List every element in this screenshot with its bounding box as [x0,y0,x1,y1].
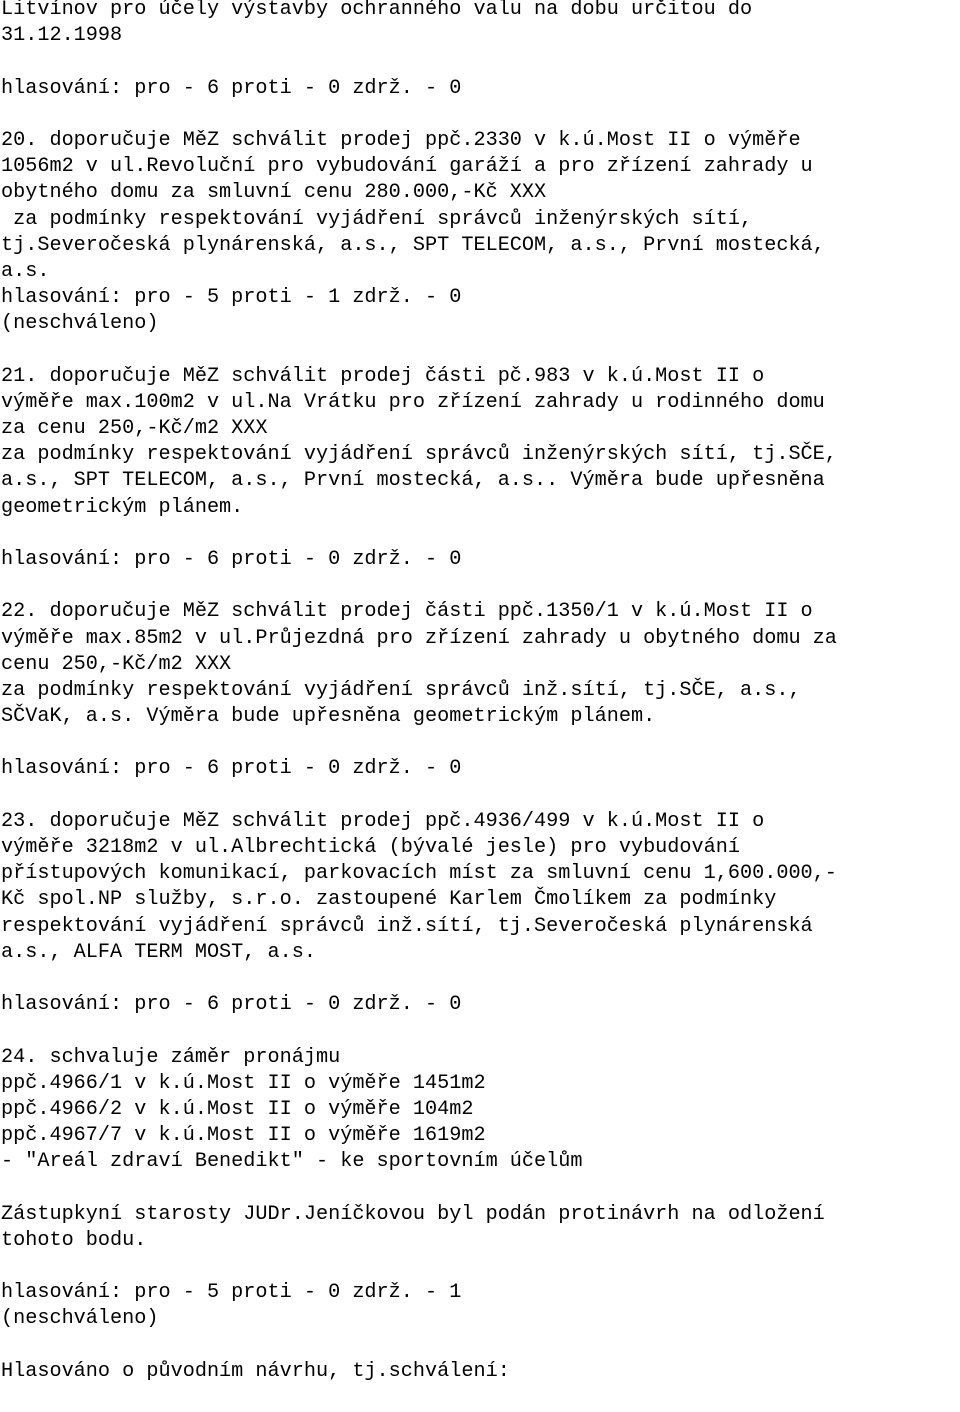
blank-line [1,521,959,547]
blank-line [1,1333,959,1359]
text-line: Litvínov pro účely výstavby ochranného valu na dobu určitou do [1,0,753,21]
text-line: výměře 3218m2 v ul.Albrechtická (bývalé jesle) pro vybudování [1,836,740,859]
text-line: hlasování: pro - 6 proti - 0 zdrž. - 0 [1,547,462,571]
document-page [1,0,959,1385]
text-line: - "Areál zdraví Benedikt" - ke sportovním účelům [1,1150,583,1174]
blank-line [1,966,959,992]
text-line: ppč.4967/7 v k.ú.Most II o výměře 1619m2 [1,1124,486,1148]
text-line: tj.Severočeská plynárenská, a.s., SPT TELECOM, a.s., První mostecká, [1,233,825,257]
text-line: obytného domu za smluvní cenu 280.000,-Kč XXX [1,181,547,205]
blank-line [1,730,959,756]
text-line: přístupových komunikací, parkovacích míst za smluvní cenu 1,600.000,- [1,862,837,886]
text-line: za podmínky respektování vyjádření správců inž.sítí, tj.SČE, a.s., [1,678,801,702]
text-line: cenu 250,-Kč/m2 XXX [1,652,232,676]
text-line: respektování vyjádření správců inž.sítí, tj.Severočeská plynárenská [1,914,813,938]
text-line: 20. doporučuje MěZ schválit prodej ppč.2330 v k.ú.Most II o výměře [1,128,801,152]
blank-line [1,783,959,809]
blank-line [1,1175,959,1201]
text-line: hlasování: pro - 6 proti - 0 zdrž. - 0 [1,993,462,1017]
text-line: 31.12.1998 [1,24,123,48]
text-line: (neschváleno) [1,312,159,336]
blank-line [1,337,959,363]
text-line: a.s., ALFA TERM MOST, a.s. [1,940,316,964]
text-line: 21. doporučuje MěZ schválit prodej části pč.983 v k.ú.Most II o [1,364,765,388]
text-line: hlasování: pro - 6 proti - 0 zdrž. - 0 [1,76,462,100]
text-line: výměře max.85m2 v ul.Průjezdná pro zřízení zahrady u obytného domu za [1,626,837,650]
text-line: za cenu 250,-Kč/m2 XXX [1,417,268,440]
text-line: Kč spol.NP služby, s.r.o. zastoupené Karlem Čmolíkem za podmínky [1,888,777,912]
text-line: tohoto bodu. [1,1228,147,1252]
text-line: SČVaK, a.s. Výměra bude upřesněna geometrickým plánem. [1,705,656,729]
text-line: ppč.4966/1 v k.ú.Most II o výměře 1451m2 [1,1071,486,1095]
text-line: hlasování: pro - 5 proti - 0 zdrž. - 1 [1,1281,462,1305]
blank-line [1,573,959,599]
text-line: 22. doporučuje MěZ schválit prodej části ppč.1350/1 v k.ú.Most II o [1,600,813,624]
text-line: a.s., SPT TELECOM, a.s., První mostecká, a.s.. Výměra bude upřesněna [1,469,825,493]
text-line: a.s. [1,259,50,283]
blank-line [1,49,959,75]
text-line: geometrickým plánem. [1,495,244,519]
blank-line [1,1254,959,1280]
text-line: hlasování: pro - 5 proti - 1 zdrž. - 0 [1,286,462,310]
text-line: 24. schvaluje záměr pronájmu [1,1045,341,1069]
text-line: (neschváleno) [1,1307,159,1331]
text-line: výměře max.100m2 v ul.Na Vrátku pro zřízení zahrady u rodinného domu [1,390,825,414]
text-line: ppč.4966/2 v k.ú.Most II o výměře 104m2 [1,1097,474,1121]
text-line: hlasování: pro - 6 proti - 0 zdrž. - 0 [1,757,462,781]
text-line: 23. doporučuje MěZ schválit prodej ppč.4936/499 v k.ú.Most II o [1,809,765,833]
blank-line [1,102,959,128]
text-line: za podmínky respektování vyjádření správců inženýrských sítí, tj.SČE, [1,443,837,467]
text-line: 1056m2 v ul.Revoluční pro vybudování garáží a pro zřízení zahrady u [1,155,813,179]
text-line: Zástupkyní starosty JUDr.Jeníčkovou byl podán protinávrh na odložení [1,1202,825,1226]
blank-line [1,1018,959,1044]
text-line: Hlasováno o původním návrhu, tj.schválení: [1,1359,510,1383]
text-line: za podmínky respektování vyjádření správců inženýrských sítí, [1,207,753,231]
